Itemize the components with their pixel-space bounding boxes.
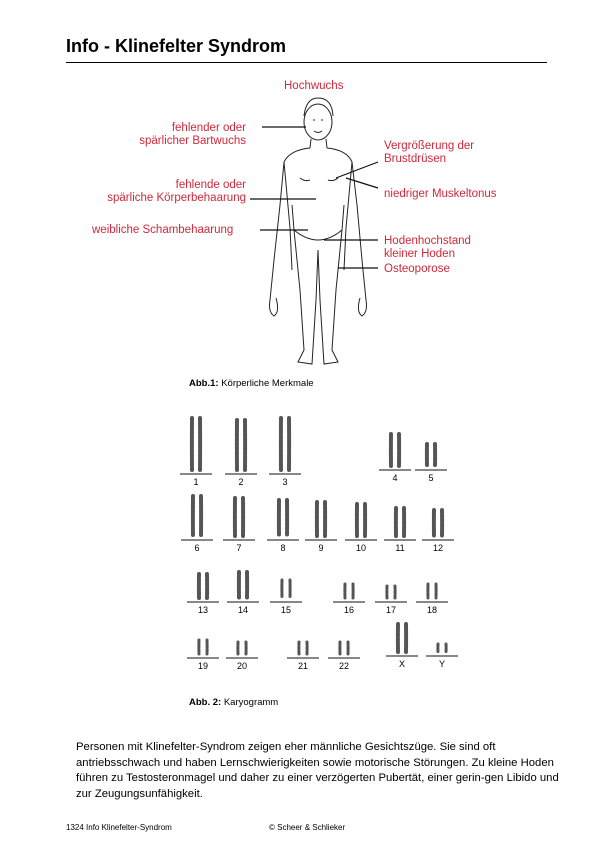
label-brust-line2: Brustdrüsen [384, 153, 447, 165]
label-koerperbehaarung-line2: spärliche Körperbehaarung [107, 192, 246, 204]
footer-copyright: © Scheer & Schlieker [269, 823, 346, 832]
chromosome-10 [345, 504, 377, 540]
chromosome-6 [181, 496, 213, 540]
figure1-caption [189, 378, 314, 389]
chromosome-label-5: 5 [428, 473, 434, 483]
figure2-caption-text: Karyogramm [221, 697, 279, 708]
chromosome-label-y: Y [438, 659, 445, 669]
label-koerperbehaarung [80, 179, 246, 205]
chromosome-label-17: 17 [385, 605, 396, 615]
karyogram [180, 418, 458, 658]
figure2-caption-label: Abb. 2: [189, 697, 222, 708]
label-brustdruesen [384, 140, 474, 166]
chromosome-label-20: 20 [236, 661, 247, 671]
chromosome-2 [225, 420, 257, 474]
label-schambehaarung: weibliche Schambehaarung [92, 224, 234, 236]
chromosome-8 [267, 500, 299, 540]
chromosome-label-x: X [398, 659, 405, 669]
figure1-caption-label: Abb.1: [189, 378, 219, 389]
figure1-caption-text: Körperliche Merkmale [218, 378, 314, 389]
label-bartwuchs-line1: fehlender oder [171, 122, 246, 134]
chromosome-9 [305, 502, 337, 540]
chromosome-22 [328, 642, 360, 658]
label-brust-line1: Vergrößerung der [384, 140, 475, 152]
chromosome-label-14: 14 [237, 605, 248, 615]
chromosome-label-6: 6 [194, 543, 200, 553]
chromosome-7 [223, 498, 255, 540]
chromosome-14 [227, 572, 259, 602]
body-paragraph: Personen mit Klinefelter-Syndrom zeigen eher männliche Gesichtszüge. Sie sind oft antriebsschwach und haben Lernschwierigkeiten sowie motorische Störungen. Zu kleine Hoden führen zu Testosteronmagel und daher zu einer verzögerten Pubertät, einer gerin-gen Libido und zur Zeugungsunfähigkeit. [76, 741, 559, 800]
chromosome-15 [270, 580, 302, 602]
chromosome-label-15: 15 [280, 605, 291, 615]
chromosome-19 [187, 640, 219, 658]
chromosome-20 [226, 642, 258, 658]
chromosome-13 [187, 574, 219, 602]
chromosome-16 [333, 584, 365, 602]
chromosome-label-13: 13 [197, 605, 208, 615]
footer-left: 1324 Info Klinefelter-Syndrom [66, 823, 172, 832]
chromosome-12 [422, 510, 454, 540]
label-bartwuchs-line2: spärlicher Bartwuchs [139, 135, 246, 147]
chromosome-label-2: 2 [238, 477, 244, 487]
chromosome-label-18: 18 [426, 605, 437, 615]
label-hoden-line2: kleiner Hoden [384, 248, 455, 260]
label-hoden-line1: Hodenhochstand [384, 235, 471, 247]
label-koerperbehaarung-line1: fehlende oder [175, 179, 246, 191]
chromosome-label-4: 4 [392, 473, 398, 483]
chromosome-5 [415, 444, 447, 470]
chromosome-21 [287, 642, 319, 658]
chromosome-x [386, 624, 418, 656]
chromosome-4 [379, 434, 411, 470]
chromosome-label-1: 1 [193, 477, 199, 487]
chromosome-label-10: 10 [355, 543, 366, 553]
chromosome-label-7: 7 [236, 543, 242, 553]
page-title: Info - Klinefelter Syndrom [66, 36, 287, 56]
chromosome-11 [384, 508, 416, 540]
chromosome-17 [375, 586, 407, 602]
label-hochwuchs: Hochwuchs [284, 80, 344, 92]
pointer-lines [250, 127, 378, 268]
label-muskeltonus: niedriger Muskeltonus [384, 188, 497, 200]
chromosome-3 [269, 418, 301, 474]
chromosome-y [426, 644, 458, 656]
body-outline [270, 98, 367, 364]
chromosome-label-12: 12 [432, 543, 443, 553]
chromosome-label-11: 11 [395, 543, 405, 553]
chromosome-label-21: 21 [297, 661, 308, 671]
label-osteoporose: Osteoporose [384, 263, 450, 275]
chromosome-18 [416, 584, 448, 602]
figure2-caption [189, 697, 278, 708]
chromosome-label-9: 9 [318, 543, 324, 553]
chromosome-label-22: 22 [338, 661, 349, 671]
label-bartwuchs [120, 122, 246, 148]
chromosome-label-16: 16 [343, 605, 354, 615]
chromosome-label-3: 3 [282, 477, 288, 487]
chromosome-1 [180, 418, 212, 474]
chromosome-label-8: 8 [280, 543, 286, 553]
chromosome-label-19: 19 [197, 661, 208, 671]
label-hoden [384, 235, 471, 261]
